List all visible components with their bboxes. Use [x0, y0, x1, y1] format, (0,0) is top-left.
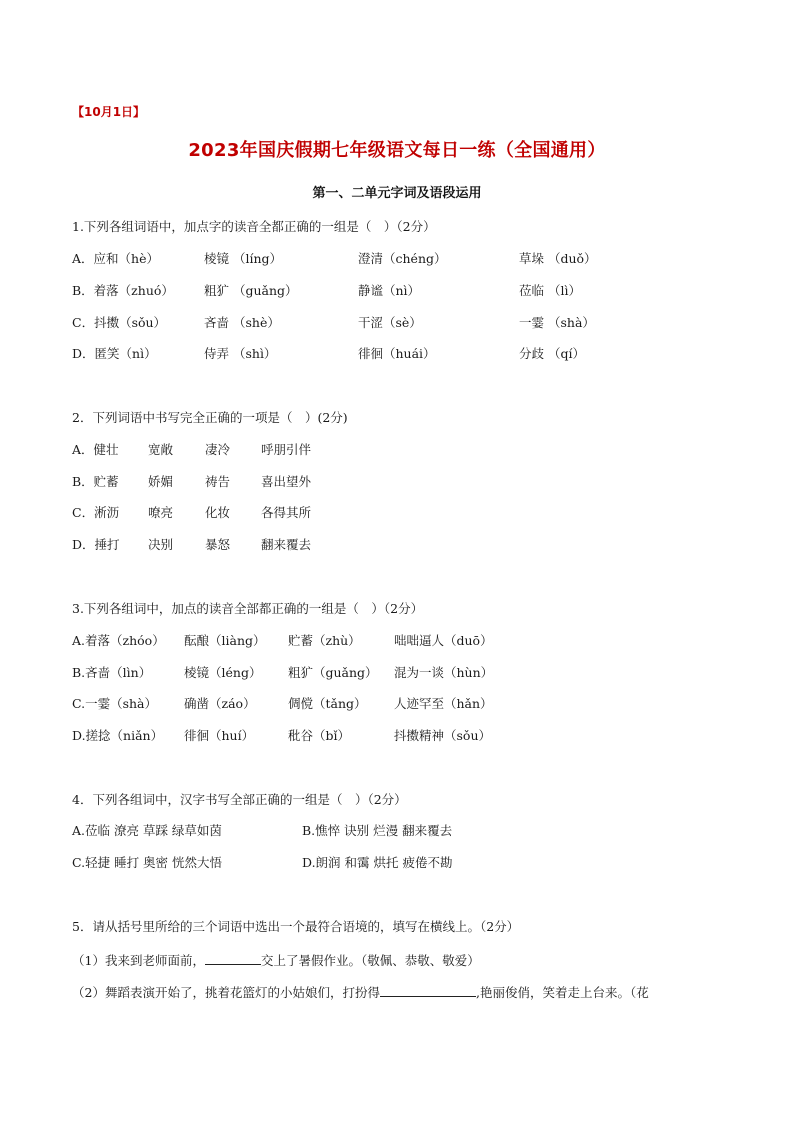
- q2-d-1: D．捶打: [72, 537, 120, 552]
- q5-s1-after: 交上了暑假作业。（敬佩、恭敬、敬爱）: [260, 953, 480, 968]
- q3-b-1: B.吝啬（lìn）: [72, 665, 152, 680]
- q1-d-4: 分歧 （qí）: [519, 346, 585, 361]
- q3-a-1: A.着落（zhóo）: [72, 633, 165, 648]
- q1-c-1: C．抖擞（sǒu）: [72, 315, 167, 330]
- q5-stem: 5．请从括号里所给的三个词语中选出一个最符合语境的，填写在横线上。（2分）: [72, 919, 520, 934]
- q4-option-d: D.朗润 和霭 烘托 疲倦不勘: [302, 855, 453, 870]
- q3-b-2: 棱镜（léng）: [184, 665, 262, 680]
- q1-d-2: 侍弄 （shì）: [204, 346, 277, 361]
- q3-c-3: 倜傥（tǎng）: [288, 696, 367, 711]
- q4-option-c: C.轻捷 睡打 奥密 恍然大悟: [72, 855, 223, 870]
- q2-b-4: 喜出望外: [261, 474, 312, 489]
- q3-d-1: D.搓捻（niǎn）: [72, 728, 164, 743]
- q2-b-3: 祷告: [205, 474, 231, 489]
- q5-s2-after: ,艳丽俊俏，笑着走上台来。（花: [475, 985, 649, 1000]
- q2-c-3: 化妆: [205, 505, 231, 520]
- date-tag: 【10月1日】: [72, 105, 146, 119]
- q1-a-1: A．应和（hè）: [72, 251, 159, 266]
- page-title: 2023年国庆假期七年级语文每日一练（全国通用）: [188, 140, 606, 161]
- q3-b-4: 混为一谈（hùn）: [394, 665, 494, 680]
- q4-stem: 4．下列各组词中，汉字书写全部正确的一组是（ ）（2分）: [72, 792, 407, 807]
- q2-a-4: 呼朋引伴: [261, 442, 312, 457]
- q5-s1-before: （1）我来到老师面前，: [72, 953, 205, 968]
- q1-c-4: 一霎 （shà）: [519, 315, 595, 330]
- q2-stem: 2．下列词语中书写完全正确的一项是（ ）(2分): [72, 410, 348, 425]
- q3-c-1: C.一霎（shà）: [72, 696, 158, 711]
- q1-b-1: B．着落（zhuó）: [72, 283, 174, 298]
- q3-d-2: 徘徊（huí）: [184, 728, 255, 743]
- q1-d-3: 徘徊（huái）: [358, 346, 436, 361]
- q1-a-2: 棱镜 （líng）: [204, 251, 283, 266]
- q5-sentence-2: [72, 982, 649, 1002]
- q1-b-2: 粗犷 （guǎng）: [204, 283, 298, 298]
- q2-c-1: C．淅沥: [72, 505, 120, 520]
- q1-a-4: 草垛 （duǒ）: [519, 251, 597, 266]
- q1-a-3: 澄清（chéng）: [358, 251, 447, 266]
- q2-d-4: 翻来覆去: [261, 537, 312, 552]
- q3-c-4: 人迹罕至（hǎn）: [394, 696, 493, 711]
- q1-c-2: 吝啬 （shè）: [204, 315, 280, 330]
- q4-option-b: B.憔悴 诀别 烂漫 翻来覆去: [302, 823, 453, 838]
- q1-stem: 1.下列各组词语中，加点字的读音全都正确的一组是（ ）（2分）: [72, 219, 436, 234]
- q3-a-4: 咄咄逼人（duō）: [394, 633, 493, 648]
- q3-b-3: 粗犷（guǎng）: [288, 665, 378, 680]
- q2-d-2: 决别: [148, 537, 174, 552]
- q3-d-4: 抖擞精神（sǒu）: [394, 728, 491, 743]
- q2-d-3: 暴怒: [205, 537, 231, 552]
- q2-c-2: 嘹亮: [148, 505, 174, 520]
- q3-d-3: 秕谷（bǐ）: [288, 728, 350, 743]
- q3-stem: 3.下列各组词中，加点的读音全部都正确的一组是（ ）（2分）: [72, 601, 424, 616]
- section-subtitle: 第一、二单元字词及语段运用: [312, 186, 482, 201]
- q3-c-2: 确凿（záo）: [184, 696, 256, 711]
- q2-a-2: 宽敞: [148, 442, 174, 457]
- q2-b-2: 娇媚: [148, 474, 174, 489]
- q5-s2-before: （2）舞蹈表演开始了，挑着花篮灯的小姑娘们，打扮得: [72, 985, 380, 1000]
- q2-b-1: B．贮蓄: [72, 474, 119, 489]
- q3-a-3: 贮蓄（zhù）: [288, 633, 361, 648]
- q1-d-1: D．匿笑（nì）: [72, 346, 157, 361]
- q5-s1-blank[interactable]: [205, 950, 261, 965]
- q5-s2-blank[interactable]: [380, 982, 476, 997]
- q2-a-3: 凄冷: [205, 442, 231, 457]
- q2-a-1: A．健壮: [72, 442, 119, 457]
- q4-option-a: A.莅临 潦亮 草踩 绿草如茵: [72, 823, 222, 838]
- q1-c-3: 干涩（sè）: [358, 315, 422, 330]
- q2-c-4: 各得其所: [261, 505, 312, 520]
- q5-sentence-1: [72, 950, 480, 970]
- q3-a-2: 酝酿（liàng）: [184, 633, 266, 648]
- q1-b-4: 莅临 （lì）: [519, 283, 581, 298]
- q1-b-3: 静谧（nì）: [358, 283, 421, 298]
